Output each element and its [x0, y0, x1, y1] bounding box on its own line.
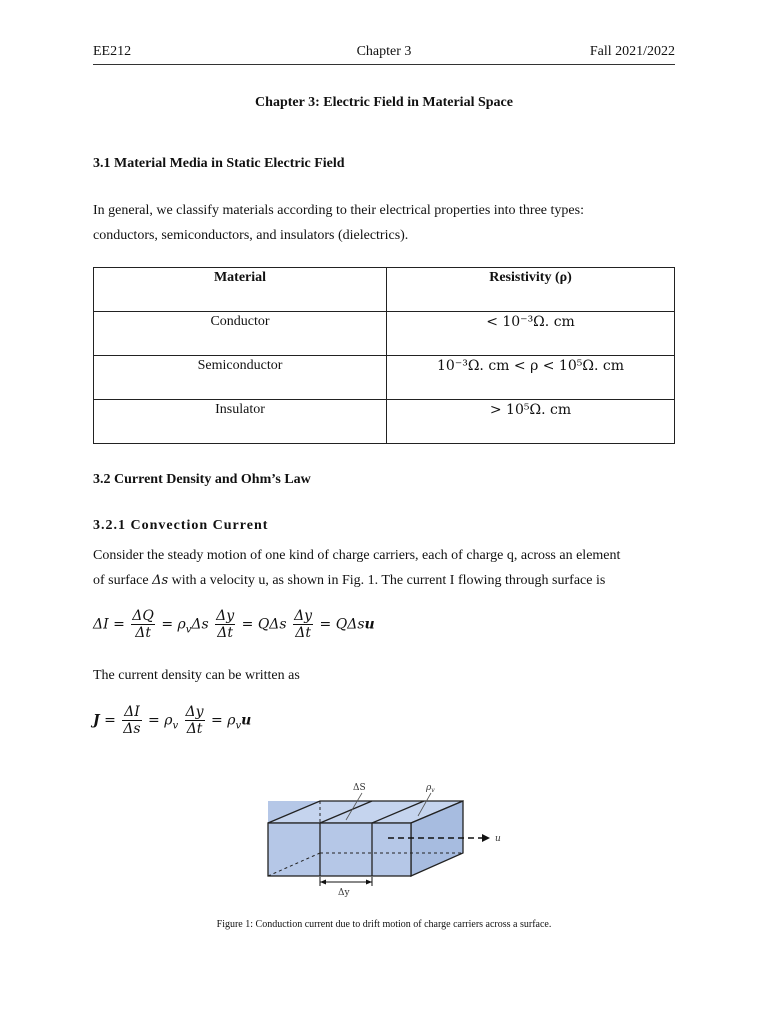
eq-term: ΔQ	[132, 608, 154, 624]
label-u: u	[495, 834, 501, 844]
eq-term: ΔI	[93, 616, 109, 633]
paragraph-line: conductors, semiconductors, and insulators (dielectrics).	[93, 228, 409, 243]
paragraph-line	[93, 568, 605, 593]
table-cell-resistivity: < 10⁻³Ω. cm	[387, 312, 675, 356]
eq-term: Δy	[185, 704, 204, 720]
fraction	[293, 608, 313, 641]
table-cell-material: Semiconductor	[94, 356, 387, 400]
course-code: EE212	[93, 44, 132, 59]
eq-term: Δt	[186, 721, 203, 737]
eq-term: QΔs	[257, 616, 287, 633]
section-3-1-heading: 3.1 Material Media in Static Electric Field	[93, 156, 345, 171]
table-header-material: Material	[94, 268, 387, 312]
eq-term: ΔI	[124, 704, 140, 720]
table-row	[94, 312, 675, 356]
text-fragment: with a velocity u, as shown in Fig. 1. The current I flowing through surface is	[168, 573, 606, 588]
eq-term: Δy	[216, 608, 235, 624]
eq-term: J	[93, 712, 100, 729]
paragraph-line: In general, we classify materials according to their electrical properties into three types:	[93, 203, 584, 218]
current-equation: ΔI = $\frac{\Delta Q}{\Delta t}$ = $\rho_v\Delta s$ $\frac{\Delta y}{\Delta t}$ = QΔs $\frac{\Delta y}{\Delta t}$ = QΔsu	[93, 608, 375, 641]
figure-caption: Figure 1: Conduction current due to drift motion of charge carriers across a surface.	[216, 919, 552, 930]
text-fragment: of surface	[93, 573, 153, 588]
label-delta-y: Δy	[338, 888, 350, 898]
delta-s-symbol: Δs	[152, 573, 169, 588]
section-3-2-1-heading: 3.2.1 Convection Current	[93, 518, 269, 533]
label-delta-s: ΔS	[353, 783, 366, 793]
eq-term: v	[185, 624, 192, 636]
paragraph-line: Consider the steady motion of one kind of charge carriers, each of charge q, across an element	[93, 548, 621, 563]
table-cell-resistivity: > 10⁵Ω. cm	[387, 400, 675, 444]
eq-term: Δs	[191, 616, 209, 633]
table-row	[94, 356, 675, 400]
current-density-equation: J = $\frac{\Delta I}{\Delta s}$ = $\rho_v$ $\frac{\Delta y}{\Delta t}$ = $\rho_vu$	[93, 704, 252, 737]
dimension-arrowhead	[320, 880, 326, 885]
eq-term: Δt	[295, 625, 311, 641]
paragraph-line: The current density can be written as	[93, 668, 300, 683]
prism-front-face	[268, 823, 411, 876]
page-header	[93, 44, 675, 65]
table-cell-resistivity: 10⁻³Ω. cm < ρ < 10⁵Ω. cm	[387, 356, 675, 400]
table-header-resistivity: Resistivity (ρ)	[387, 268, 675, 312]
eq-term: Δy	[294, 608, 313, 624]
fraction	[131, 608, 155, 641]
label-rho-symbol: ρ	[426, 783, 432, 793]
fraction	[122, 704, 141, 737]
eq-term: ρ	[164, 712, 173, 729]
header-term: Fall 2021/2022	[589, 44, 675, 59]
label-rho	[425, 783, 435, 794]
dimension-arrowhead	[366, 880, 372, 885]
eq-term: ρ	[227, 712, 236, 729]
table-header-row	[94, 268, 675, 312]
eq-term: v	[235, 720, 242, 732]
fraction	[215, 608, 235, 641]
section-3-2-heading: 3.2 Current Density and Ohm’s Law	[93, 472, 311, 487]
header-chapter: Chapter 3	[356, 44, 412, 59]
chapter-title: Chapter 3: Electric Field in Material Space	[255, 95, 513, 110]
fraction	[185, 704, 205, 737]
velocity-arrowhead	[482, 834, 490, 842]
charge-carrier-figure	[258, 776, 508, 898]
table-row	[94, 400, 675, 444]
eq-term: u	[241, 712, 252, 729]
eq-term: Δt	[217, 625, 234, 641]
eq-term: Δt	[135, 625, 151, 641]
table-cell-material: Insulator	[94, 400, 387, 444]
eq-term: QΔs	[335, 616, 365, 633]
eq-term: v	[172, 720, 179, 732]
eq-term: u	[364, 616, 375, 633]
label-rho-sub: v	[431, 787, 435, 794]
eq-term: ρ	[177, 616, 186, 633]
table-cell-material: Conductor	[94, 312, 387, 356]
resistivity-table	[93, 267, 675, 444]
eq-term: Δs	[123, 721, 141, 737]
